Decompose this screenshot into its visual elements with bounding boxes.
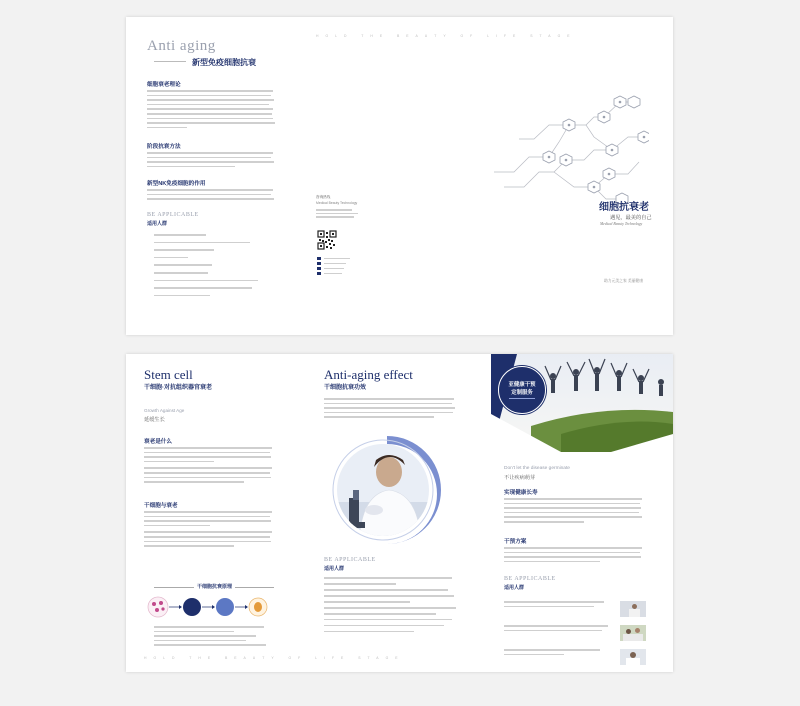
contact-label-cn: 咨询热线 [316,195,331,199]
title-rule [154,61,186,62]
mid-applicable-en: BE APPLICABLE [324,557,376,563]
contact-block [316,195,362,218]
section-title-longevity: 实现健康长寿 [504,490,538,496]
footer-tagline: HOLD THE BEAUTY OF LIFE STAGE [144,656,405,660]
anti-aging-effect-title-cn: 干细胞抗衰功效 [324,385,367,391]
dont-let-en: Don't let the disease germinate [504,466,570,471]
brand-en: Medical Beauty Technology [600,222,643,226]
list-item [504,625,654,645]
section-body-nk [147,189,275,200]
applicable-cn: 适用人群 [147,221,168,227]
section-body-longevity [504,498,644,523]
section-body-methods [147,152,275,167]
brochure-top-sheet [126,17,673,335]
anti-aging-title-cn: 新型免疫细胞抗衰 [192,58,256,67]
stem-cell-title-cn: 干细胞·对抗组织器官衰老 [144,385,212,391]
header-tagline: HOLD THE BEAUTY OF LIFE STAGE [316,34,577,38]
process-rule-right [234,587,274,588]
section-title-nk: 新型NK免疫细胞的作用 [147,181,206,187]
process-label: 干细胞抗衰原理 [194,583,235,590]
section-title-aging: 衰老是什么 [144,439,172,445]
stem-cell-title-en: Stem cell [144,367,193,382]
section-title-stem: 干细胞与衰老 [144,503,178,509]
section-body-method [504,547,644,562]
section-title-theory: 细胞衰老理论 [147,82,181,88]
badge-rule [509,398,535,399]
growth-en: Growth Against Age [144,408,185,413]
brand-title: 细胞抗衰老 [599,202,649,213]
right-applicable-list [504,597,654,669]
health-badge [498,366,546,414]
bottom-note: 助力元美之家 美丽健康 [604,279,644,283]
thumbnail [620,601,646,617]
hexagon-network-icon [494,77,649,212]
section-title-method: 干预方案 [504,539,527,545]
process-notes [154,626,274,646]
right-applicable-cn: 适用人群 [504,585,525,591]
anti-aging-effect-body [324,398,456,418]
badge-line2: 定制服务 [511,390,533,396]
brand-subtitle: 遇见，最美的自己 [610,215,652,221]
section-body-theory [147,90,275,128]
badge-line1: 亚健康干预 [508,382,536,388]
mid-applicable-cn: 适用人群 [324,566,345,572]
thumbnail [620,625,646,641]
contact-label-en: Medical Beauty Technology [316,200,358,205]
applicable-en: BE APPLICABLE [147,212,199,218]
list-item [504,649,654,669]
anti-aging-effect-title-en: Anti-aging effect [324,367,413,382]
section-body-aging [144,447,274,483]
brochure-bottom-sheet [126,354,673,672]
anti-aging-title-en: Anti aging [147,38,216,54]
contact-details [317,257,357,275]
dont-let-cn: 不让疾病萌芽 [504,475,536,481]
qr-code-icon [317,230,337,250]
stem-cell-process-diagram [144,594,279,622]
section-title-methods: 阶段抗衰方法 [147,144,181,150]
applicable-list [154,234,264,296]
mid-applicable-list [324,577,464,632]
microscope-photo [329,432,445,548]
thumbnail [620,649,646,665]
growth-cn: 延缓生长 [144,417,165,423]
section-body-stem [144,511,274,547]
right-applicable-en: BE APPLICABLE [504,576,556,582]
list-item [504,601,654,621]
